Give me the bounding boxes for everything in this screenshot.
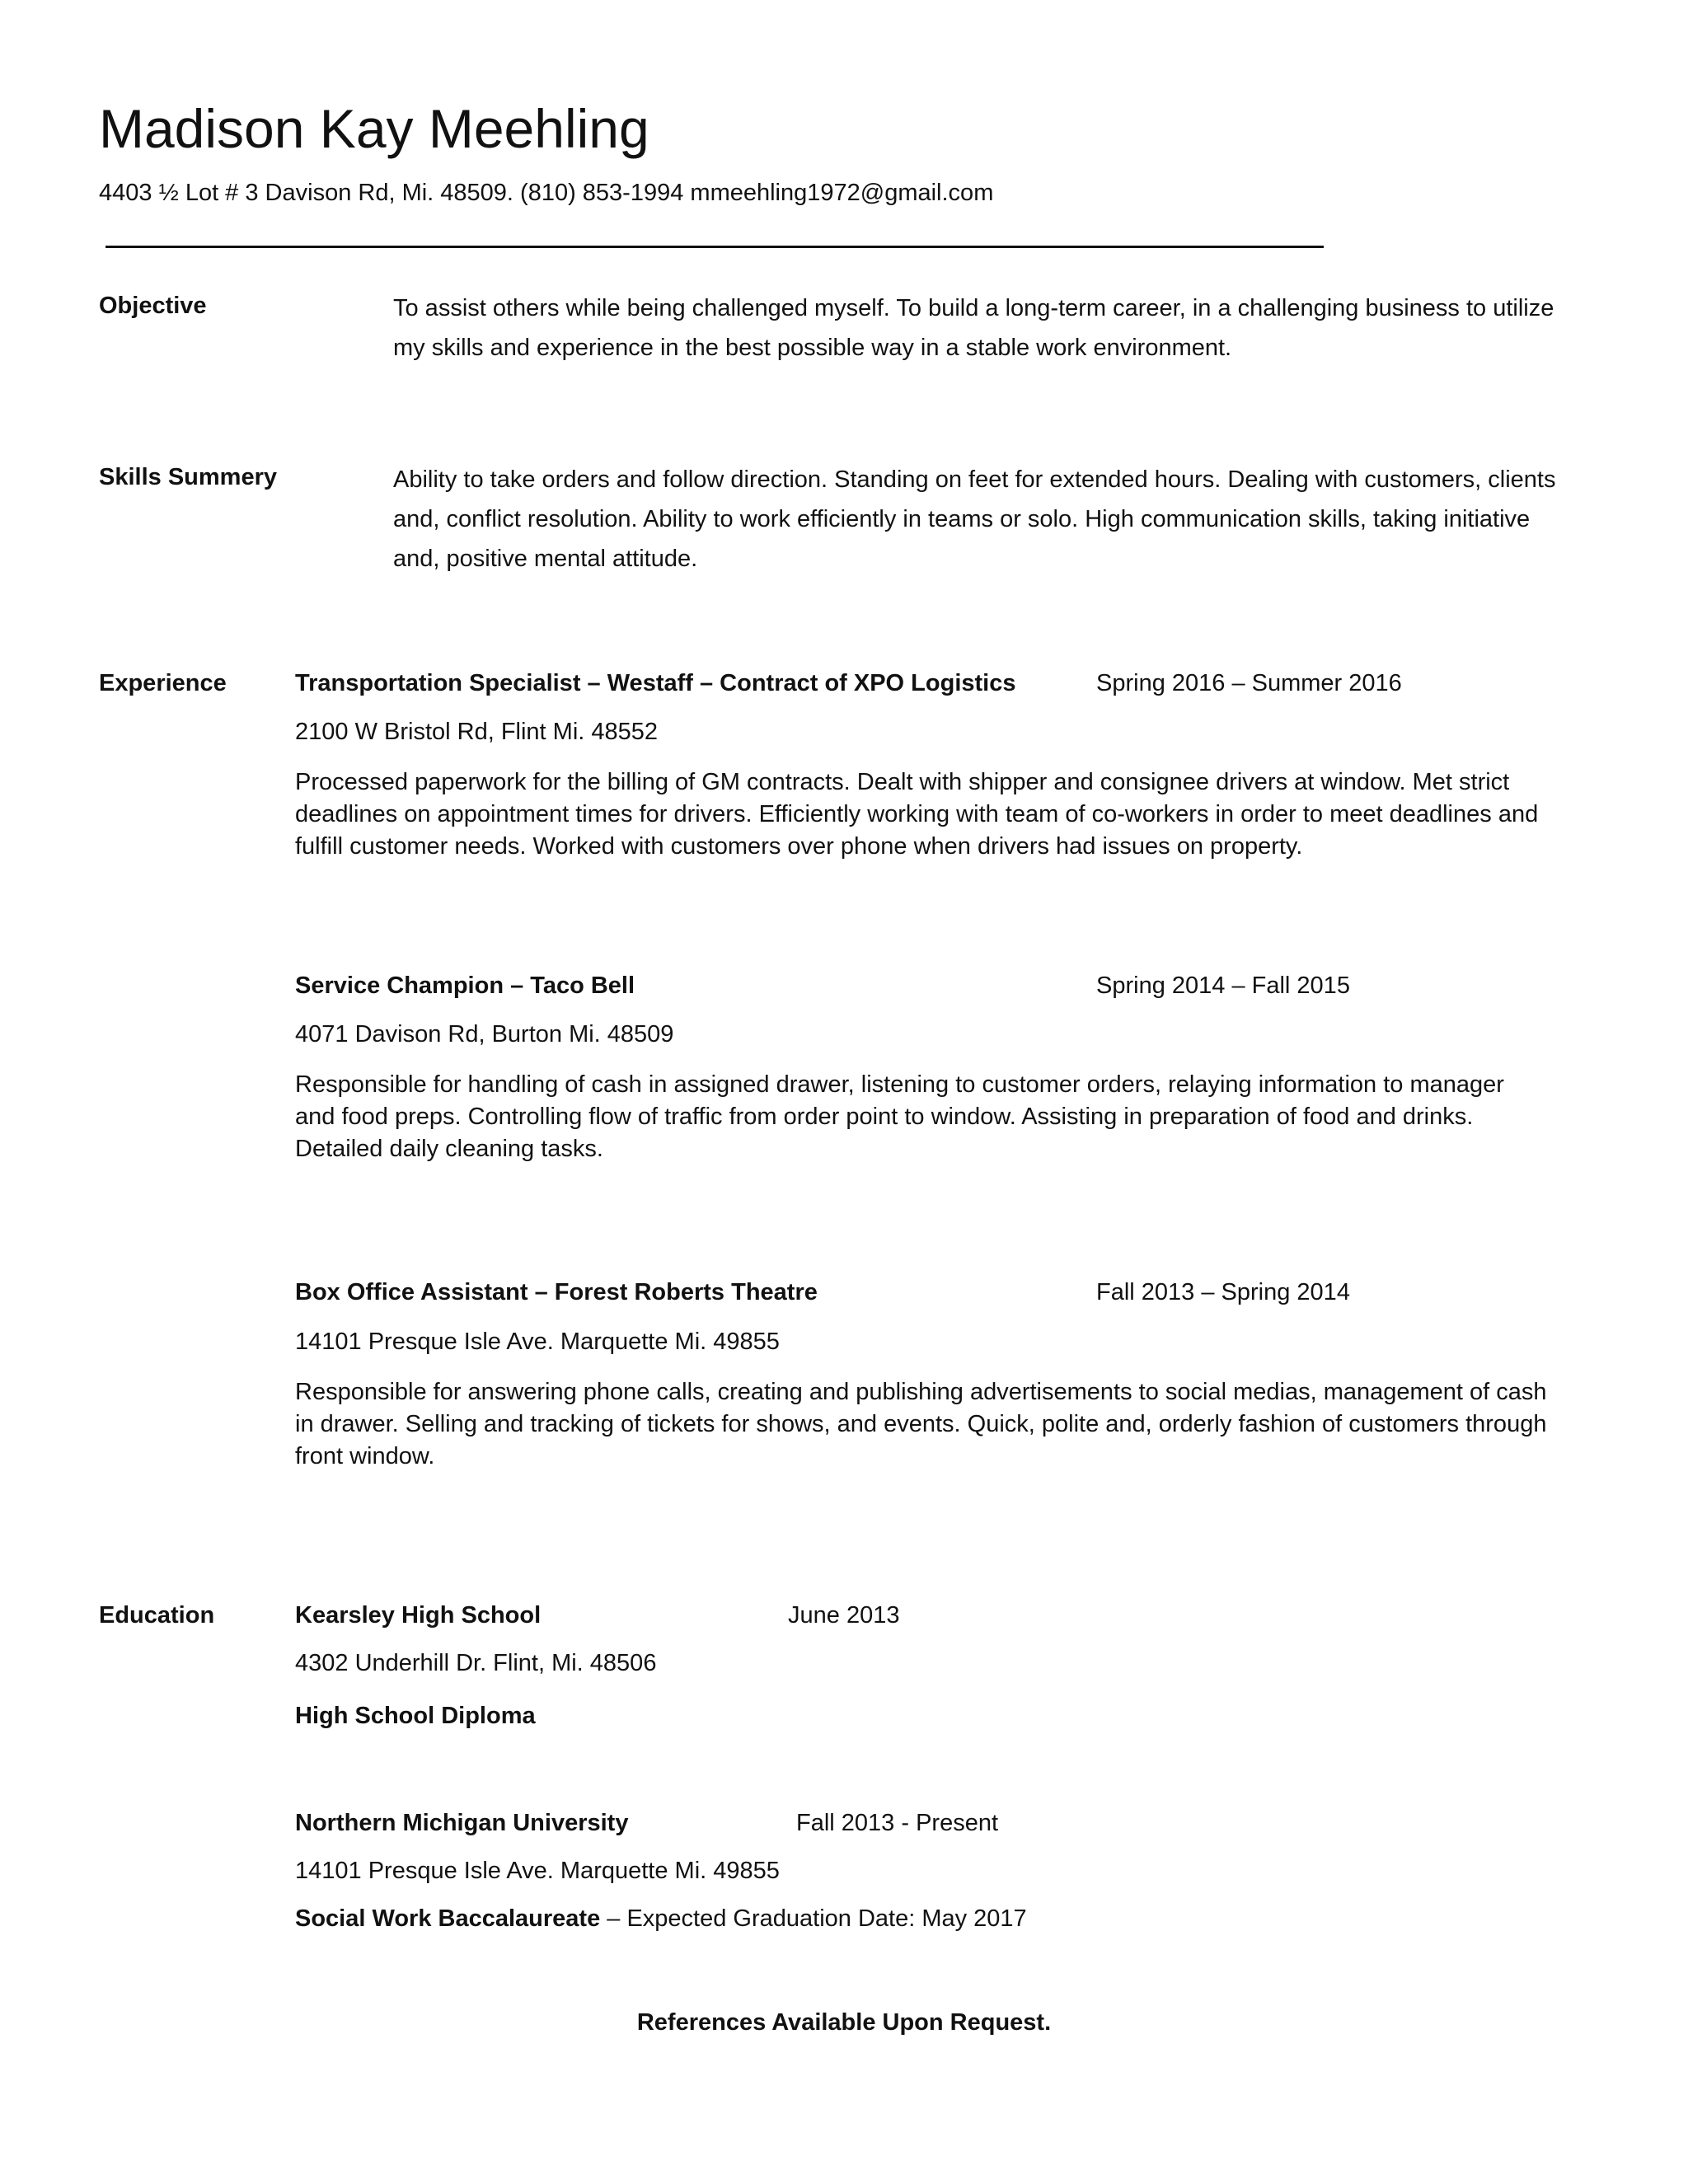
school-address: 14101 Presque Isle Ave. Marquette Mi. 49855 [295,1858,780,1884]
school-dates: June 2013 [788,1602,900,1629]
job-address: 2100 W Bristol Rd, Flint Mi. 48552 [295,719,659,745]
job-title: Service Champion – Taco Bell [295,972,635,999]
job-dates: Fall 2013 – Spring 2014 [1096,1279,1350,1305]
job-dates: Spring 2014 – Fall 2015 [1096,972,1350,999]
school-name: Northern Michigan University [295,1810,629,1836]
resume-name: Madison Kay Meehling [99,98,649,159]
job-description: Responsible for handling of cash in assigned drawer, listening to customer orders, relaying information to manager and food preps. Controlling flow of traffic from order point to window. Assisting in preparation of food and drinks. Detailed daily cleaning tasks. [295,1071,1504,1162]
school-degree-note: – Expected Graduation Date: May 2017 [600,1905,1027,1932]
school-degree: High School Diploma [295,1703,536,1729]
school-dates: Fall 2013 - Present [796,1810,999,1836]
contact-info: 4403 ½ Lot # 3 Davison Rd, Mi. 48509. (810) 853-1994 mmeehling1972@gmail.com [99,180,994,206]
experience-label: Experience [99,670,227,696]
job-title: Transportation Specialist – Westaff – Contract of XPO Logistics [295,670,1016,696]
skills-label: Skills Summery [99,464,277,490]
education-label: Education [99,1602,215,1629]
school-name: Kearsley High School [295,1602,542,1629]
school-degree: Social Work Baccalaureate [295,1905,601,1932]
school-address: 4302 Underhill Dr. Flint, Mi. 48506 [295,1650,657,1676]
school-degree-line [295,1905,1027,1933]
job-title: Box Office Assistant – Forest Roberts Theatre [295,1279,818,1305]
objective-label: Objective [99,293,207,319]
skills-text: Ability to take orders and follow direction. Standing on feet for extended hours. Dealing with customers, clients and, conflict resolution. Ability to work efficiently in teams or solo. High communication skills, taking initiative and, positive mental attitude. [393,466,1556,572]
job-address: 14101 Presque Isle Ave. Marquette Mi. 49855 [295,1329,780,1355]
header-divider [106,246,1324,248]
job-description: Processed paperwork for the billing of GM contracts. Dealt with shipper and consignee drivers at window. Met strict deadlines on appointment times for drivers. Efficiently working with team of co-workers in order to meet deadlines and fulfill customer needs. Worked with customers over phone when drivers had issues on property. [295,769,1539,860]
objective-text: To assist others while being challenged myself. To build a long-term career, in a challenging business to utilize my skills and experience in the best possible way in a stable work environment. [393,295,1554,361]
job-address: 4071 Davison Rd, Burton Mi. 48509 [295,1021,674,1047]
references-note: References Available Upon Request. [636,2009,1052,2036]
job-description: Responsible for answering phone calls, creating and publishing advertisements to social medias, management of cash in drawer. Selling and tracking of tickets for shows, and events. Quick, polite and, orderly fashion of customers through front window. [295,1379,1547,1469]
job-dates: Spring 2016 – Summer 2016 [1096,670,1402,696]
